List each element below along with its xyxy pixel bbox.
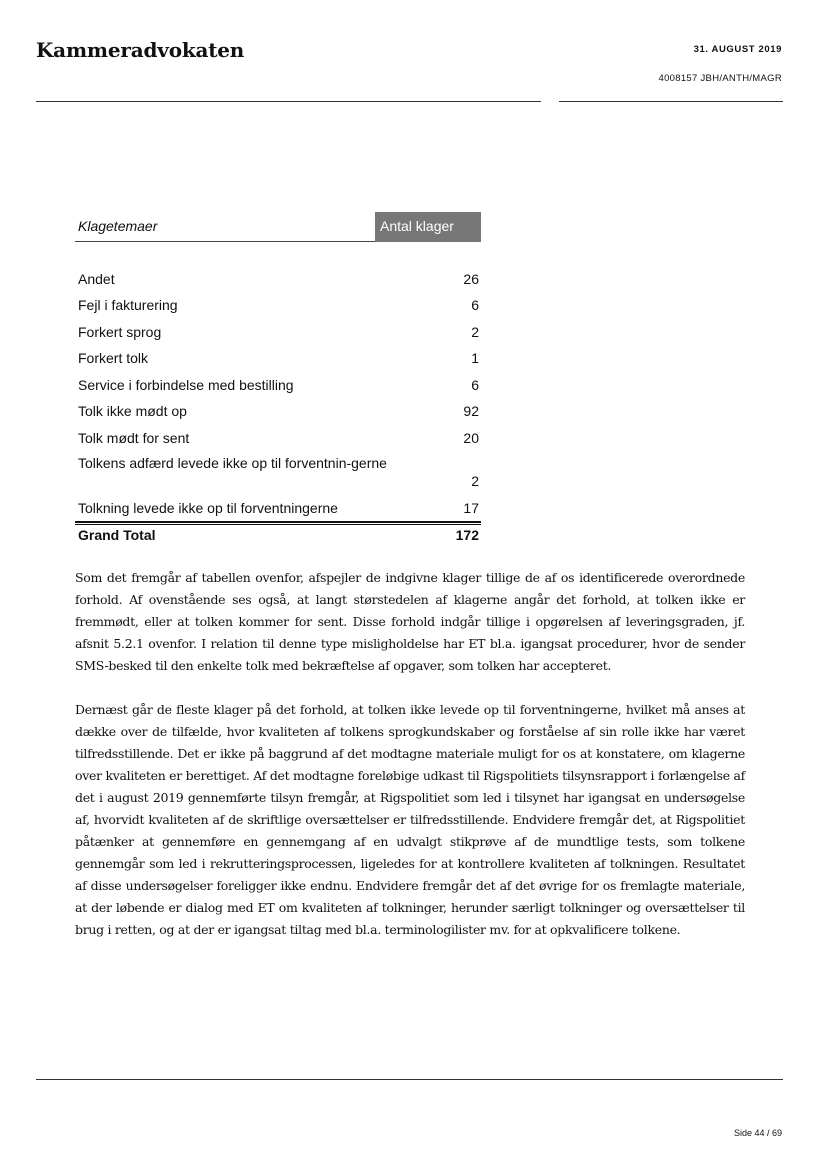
row-label: Tolk ikke mødt op xyxy=(78,403,187,419)
row-label: Forkert sprog xyxy=(78,324,162,340)
row-label: Service i forbindelse med bestilling xyxy=(78,377,294,393)
row-value: 6 xyxy=(471,297,479,313)
page-number: Side 44 / 69 xyxy=(733,1128,782,1138)
total-value: 172 xyxy=(455,527,479,543)
complaints-table xyxy=(75,212,481,543)
table-header xyxy=(75,212,481,242)
row-label: Tolkning levede ikke op til forventningerne xyxy=(78,500,338,516)
row-value: 6 xyxy=(471,377,479,393)
row-label: Forkert tolk xyxy=(78,350,149,366)
row-label: Fejl i fakturering xyxy=(78,297,178,313)
document-date: 31. AUGUST 2019 xyxy=(693,44,782,55)
total-divider-thin xyxy=(75,524,481,525)
body-paragraph-2: Dernæst går de fleste klager på det forhold, at tolken ikke levede op til forventningerne, hvilket må anses at dække over de tilfælde, hvor kvaliteten af tolkens sprogkundskaber og forståelse af sin rolle ikke har været tilfredsstillende. Det er ikke på baggrund af det modtagne materiale muligt for os at konstatere, om klagerne over kvaliteten er berettiget. Af det modtagne foreløbige udkast til Rigspolitiets tilsynsrapport i forlængelse af det i august 2019 gennemførte tilsyn fremgår, at Rigspolitiet som led i tilsynet har igangsat en undersøgelse af, hvorvidt kvaliteten af de skriftlige oversættelser er tilfredsstillende. Endvidere fremgår det, at Rigspolitiet påtænker at gennemføre en gennemgang af en udvalgt stikprøve af de mundtlige tests, som tolkene gennemgår som led i rekrutteringsprocessen, ligeledes for at kontrollere kvaliteten af tolkningen. Resultatet af disse undersøgelser foreligger ikke endnu. Endvidere fremgår det af det øvrige for os fremlagte materiale, at der løbende er dialog med ET om kvaliteten af tolkninger, herunder særligt tolkninger og oversættelser til brug i retten, og at der er igangsat tiltag med bl.a. terminologilister mv. for at opkvalificere tolkene. xyxy=(75,702,745,937)
row-value: 20 xyxy=(463,430,479,446)
row-label: Andet xyxy=(78,271,115,287)
row-label: Tolk mødt for sent xyxy=(78,430,190,446)
body-paragraph-1: Som det fremgår af tabellen ovenfor, afspejler de indgivne klager tillige de af os identificerede overordnede forhold. Af ovenstående ses også, at langt størstedelen af klagerne angår det forhold, at tolken ikke er fremmødt, eller at tolken kommer for sent. Disse forhold indgår tillige i opgørelsen af leveringsgraden, jf. afsnit 5.2.1 ovenfor. I relation til denne type misligholdelse har ET bl.a. igangsat procedurer, hvor de sender SMS-besked til den enkelte tolk med bekræftelse af opgaver, som tolken har accepteret. xyxy=(75,570,745,673)
row-value: 26 xyxy=(463,271,479,287)
footer-divider xyxy=(36,1079,783,1080)
header-underline xyxy=(75,241,375,242)
row-value: 1 xyxy=(471,350,479,366)
row-value: 2 xyxy=(471,324,479,340)
document-reference: 4008157 JBH/ANTH/MAGR xyxy=(658,73,782,84)
column-header-count: Antal klager xyxy=(375,212,481,242)
row-value: 92 xyxy=(463,403,479,419)
total-label: Grand Total xyxy=(78,527,156,543)
column-header-theme: Klagetemaer xyxy=(78,218,158,234)
header-divider-right xyxy=(559,101,783,102)
header-divider-left xyxy=(36,101,541,102)
row-label: Tolkens adfærd levede ikke op til forventnin-gerne xyxy=(78,455,387,471)
logo: Kammeradvokaten xyxy=(36,38,245,62)
total-divider xyxy=(75,521,481,523)
row-value: 17 xyxy=(463,500,479,516)
row-value: 2 xyxy=(471,473,479,489)
